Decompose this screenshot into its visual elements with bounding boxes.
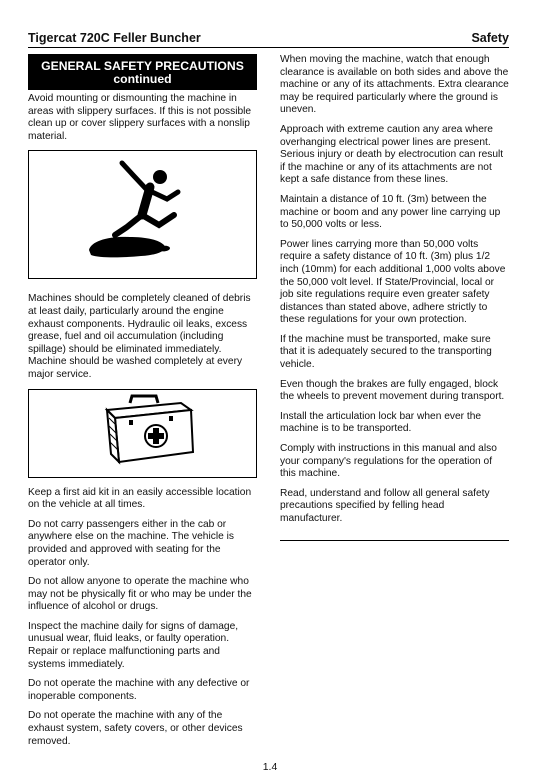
paragraph-power-lines: Approach with extreme caution any area where overhanging electrical power lines are present. Serious injury or death by electrocution can result if the machine or any of its attachments are not kept a safe distance from these lines. (280, 123, 504, 186)
section-end-rule (280, 540, 509, 541)
paragraph-first-aid: Keep a first aid kit in an easily accessible location on the vehicle at all times. (28, 486, 252, 511)
banner-heading: GENERAL SAFETY PRECAUTIONS (41, 59, 244, 73)
right-column (280, 54, 509, 541)
paragraph-distance-over-50kv: Power lines carrying more than 50,000 volts require a safety distance of 10 ft. (3m) plus 1/2 inch (10mm) for each additional 1,000 volts above the 50,000 volt level. If State/Provincial, local or job site regulations require even greater safety distances than stated above, adhere strictly to these regulations for your own protection. (280, 238, 506, 326)
section-title: Safety (471, 31, 509, 45)
page-header (28, 31, 509, 48)
slip-hazard-figure (28, 150, 257, 279)
paragraph-cleaning: Machines should be completely cleaned of debris at least daily, particularly around the engine exhaust components. Hydraulic oil leaks, excess grease, fuel and oil accumulation (including spillage) should be eliminated immediately. Machine should be washed completely at every major service. (28, 293, 251, 380)
paragraph-passengers: Do not carry passengers either in the cab or anywhere else on the machine. The vehicle is provided and approved with seating for the operator only. (28, 518, 234, 568)
section-banner (28, 54, 257, 90)
paragraph-slippery-surfaces: Avoid mounting or dismounting the machine in areas with slippery surfaces. If this is not possible clean up or cover slippery surfaces with a nonslip material. (28, 93, 252, 142)
paragraph-block-wheels: Even though the brakes are fully engaged, block the wheels to prevent movement during transport. (280, 378, 505, 403)
paragraph-exhaust-covers: Do not operate the machine with any of the exhaust system, safety covers, or other devices removed. (28, 710, 243, 747)
page-number: 1.4 (262, 761, 278, 773)
banner-subheading: continued (113, 72, 172, 86)
paragraph-transport-secure: If the machine must be transported, make sure that it is adequately secured to the transporting vehicle. (280, 333, 492, 371)
paragraph-operator-fitness: Do not allow anyone to operate the machine who may not be physically fit or who may be under the influence of alcohol or drugs. (28, 576, 252, 613)
slipping-person-icon (29, 151, 256, 278)
header-rule (28, 47, 509, 48)
paragraph-distance-50kv: Maintain a distance of 10 ft. (3m) between the machine or boom and any power line carrying up to 50,000 volts or less. (280, 193, 501, 231)
left-column (28, 54, 257, 748)
paragraph-clearance: When moving the machine, watch that enough clearance is available on both sides and above the machine or any of its attachments. Extra clearance may be required particularly where the ground is uneven. (280, 54, 509, 116)
paragraph-comply: Comply with instructions in this manual and also your company's regulations for the operation of this machine. (280, 443, 497, 480)
paragraph-lock-bar: Install the articulation lock bar when ever the machine is to be transported. (280, 410, 482, 435)
paragraph-felling-head: Read, understand and follow all general safety precautions specified by felling head manufacturer. (280, 487, 490, 524)
document-title: Tigercat 720C Feller Buncher (28, 31, 201, 45)
first-aid-kit-icon (29, 390, 256, 477)
first-aid-figure (28, 389, 257, 478)
paragraph-defective-components: Do not operate the machine with any defective or inoperable components. (28, 678, 250, 702)
paragraph-daily-inspection: Inspect the machine daily for signs of damage, unusual wear, fluid leaks, or faulty operation. Repair or replace malfunctioning parts and systems immediately. (28, 620, 239, 670)
